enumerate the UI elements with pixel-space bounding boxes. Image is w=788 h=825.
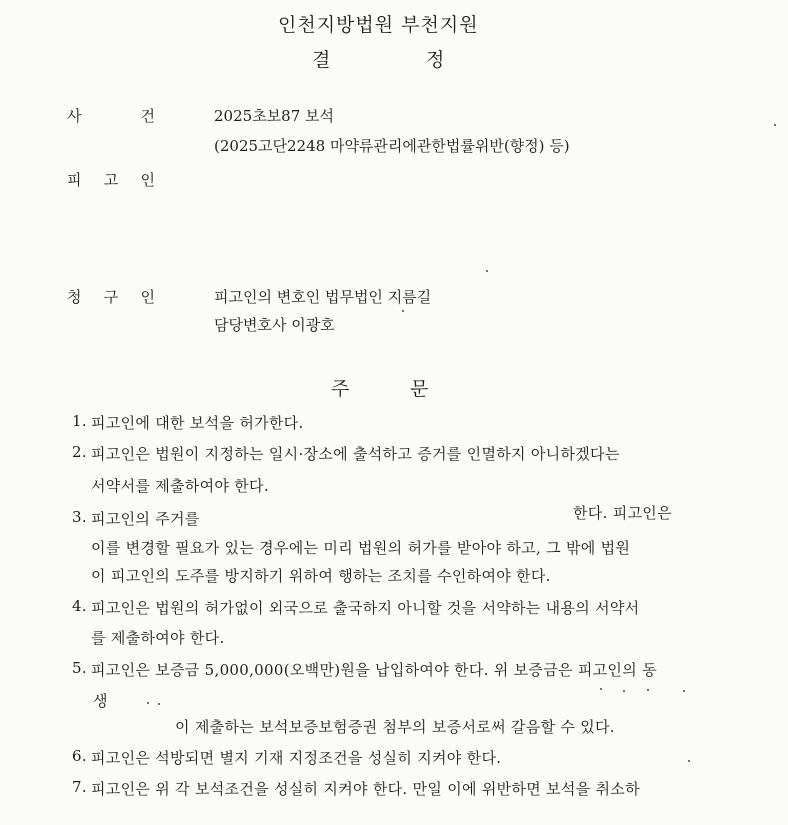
scan-speck bbox=[402, 310, 404, 312]
case-label bbox=[67, 105, 155, 126]
order-item-number: 7. bbox=[72, 778, 87, 796]
order-item-text: 서약서를 제출하여야 한다. bbox=[91, 477, 269, 495]
order-item-number: 3. bbox=[72, 508, 87, 526]
order-item-number: 2. bbox=[72, 443, 87, 461]
order-item-text: 이를 변경할 필요가 있는 경우에는 미리 법원의 허가를 받아야 하고, 그 밖에 법원 bbox=[91, 539, 631, 557]
order-item-number: 5. bbox=[72, 659, 87, 677]
court-name: 인천지방법원 부천지원 bbox=[278, 14, 479, 36]
petitioner-line-2: 담당변호사 이광호 bbox=[214, 316, 335, 334]
petitioner-line-1: 피고인의 변호인 법무법인 지름길 bbox=[214, 288, 432, 306]
order-item-text: 한다. 피고인은 bbox=[573, 504, 672, 522]
order-item-text: 피고인은 석방되면 별지 기재 지정조건을 성실히 지켜야 한다. bbox=[91, 749, 502, 767]
order-item-text: 피고인은 보증금 5,000,000(오백만)원을 납입하여야 한다. 위 보증금은 피고인의 동 bbox=[91, 661, 657, 679]
order-item-text: 피고인은 법원의 허가없이 외국으로 출국하지 아니할 것을 서약하는 내용의 서약서 bbox=[91, 599, 640, 617]
order-item-text: 피고인에 대한 보석을 허가한다. bbox=[91, 414, 304, 432]
order-item-text: 이 피고인의 도주를 방지하기 위하여 행하는 조치를 수인하여야 한다. bbox=[91, 567, 551, 585]
defendant-label-char: 피 bbox=[67, 171, 82, 189]
defendant-label bbox=[67, 169, 155, 190]
scan-speck bbox=[623, 690, 625, 692]
scan-speck bbox=[688, 760, 690, 762]
scan-speck bbox=[600, 688, 602, 690]
order-item-number: 4. bbox=[72, 597, 87, 615]
order-heading-char-1: 주 bbox=[331, 378, 350, 400]
order-item-number: 1. bbox=[72, 412, 87, 430]
order-heading-char-2: 문 bbox=[410, 378, 429, 400]
scan-speck bbox=[683, 690, 685, 692]
petitioner-label-char: 구 bbox=[103, 288, 119, 306]
order-item-text: 피고인의 주거를 bbox=[91, 510, 200, 528]
order-item-number: 6. bbox=[72, 747, 87, 765]
petitioner-label-char: 인 bbox=[140, 288, 155, 306]
scan-speck bbox=[147, 702, 149, 704]
order-item-text: 피고인은 법원이 지정하는 일시·장소에 출석하고 증거를 인멸하지 아니하겠다는 bbox=[91, 445, 620, 463]
case-number: 2025초보87 보석 bbox=[214, 107, 334, 125]
defendant-label-char: 인 bbox=[140, 171, 155, 189]
scan-speck bbox=[486, 270, 488, 272]
order-item-text: 이 제출하는 보석보증보험증권 첨부의 보증서로써 갈음할 수 있다. bbox=[175, 718, 615, 736]
order-item-text: 생 bbox=[93, 692, 108, 710]
order-item-text: 를 제출하여야 한다. bbox=[91, 629, 225, 647]
related-case: (2025고단2248 마약류관리에관한법률위반(향정) 등) bbox=[214, 137, 570, 155]
petitioner-label bbox=[67, 286, 155, 307]
petitioner-label-char: 청 bbox=[67, 288, 82, 306]
case-label-char: 사 bbox=[67, 107, 82, 125]
document-type-char-2: 정 bbox=[426, 49, 445, 71]
scan-speck bbox=[158, 703, 160, 705]
scan-speck bbox=[647, 689, 649, 691]
scan-speck bbox=[774, 124, 776, 126]
case-label-char: 건 bbox=[140, 107, 155, 125]
order-item-text: 피고인은 위 각 보석조건을 성실히 지켜야 한다. 만일 이에 위반하면 보석을 취소하 bbox=[91, 780, 640, 798]
document-type-char-1: 결 bbox=[312, 49, 331, 71]
defendant-label-char: 고 bbox=[103, 171, 119, 189]
